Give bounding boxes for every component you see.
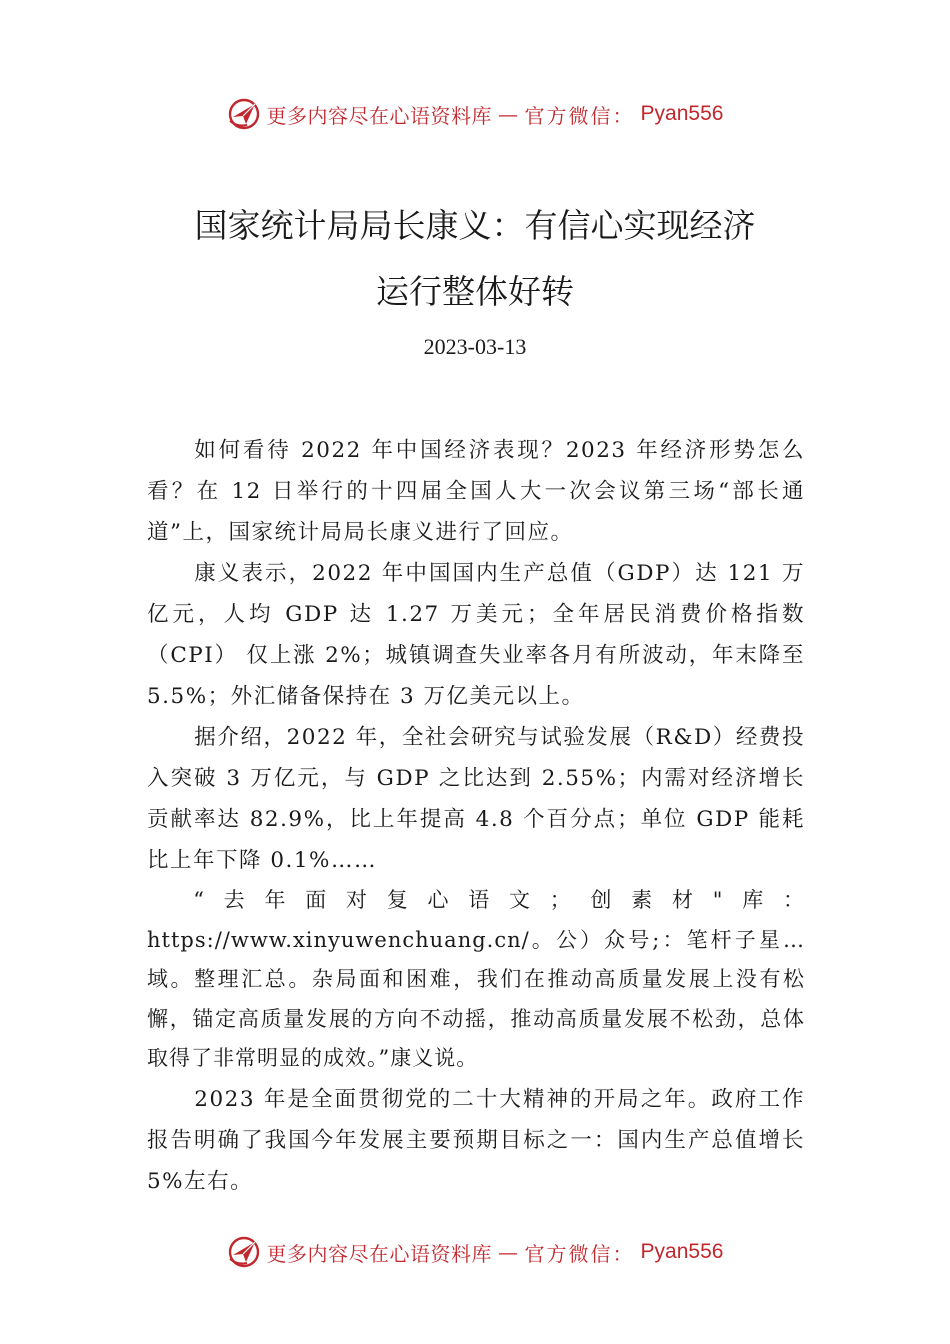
banner-wechat-id: Pyan556 (640, 1240, 724, 1263)
article-title-line-1: 国家统计局局长康义：有信心实现经济 (194, 206, 756, 245)
banner-text: 更多内容尽在心语资料库 (266, 103, 493, 128)
footer-banner (0, 1232, 950, 1272)
article-body (147, 430, 805, 1202)
header-banner (0, 94, 950, 134)
banner-text: 更多内容尽在心语资料库 (266, 1241, 493, 1266)
paragraph: 康义表示，2022 年中国国内生产总值（GDP）达 121 万亿元，人均 GDP 达 1.27 万美元；全年居民消费价格指数（CPI） 仅上涨 2%；城镇调查失业率各月有所波动，年末降至 5.5%；外汇储备保持在 3 万亿美元以上。 (147, 561, 805, 709)
paragraph: 2023 年是全面贯彻党的二十大精神的开局之年。政府工作报告明确了我国今年发展主要预期目标之一：国内生产总值增长 5%左右。 (147, 1086, 805, 1194)
paragraph: “去年面对复心语文；创素材"库：https://www.xinyuwenchuang.cn/。公）众号;：笔杆子星…域。整理汇总。杂局面和困难，我们在推动高质量发展上没有松懈，锚定高质量发展的方向不动摇，推动高质量发展不松劲，总体取得了非常明显的成效。”康义说。 (147, 888, 805, 1070)
article-date: 2023-03-13 (423, 334, 527, 359)
banner-wechat-label: 官方微信： (524, 1241, 635, 1266)
paragraph: 如何看待 2022 年中国经济表现？2023 年经济形势怎么看？在 12 日举行的十四届全国人大一次会议第三场“部长通道”上，国家统计局局长康义进行了回应。 (147, 438, 805, 545)
banner-dash: — (498, 1240, 519, 1264)
red-paper-plane-logo-icon (227, 97, 261, 131)
paragraph: 据介绍，2022 年，全社会研究与试验发展（R&D）经费投入突破 3 万亿元，与 GDP 之比达到 2.55%；内需对经济增长贡献率达 82.9%，比上年提高 4.8 个百分点；单位 GDP 能耗比上年下降 0.1%…… (147, 725, 805, 873)
banner-dash: — (498, 102, 519, 126)
article-title-line-2: 运行整体好转 (376, 272, 574, 311)
article-title (0, 193, 950, 325)
red-paper-plane-logo-icon (227, 1235, 261, 1269)
banner-wechat-id: Pyan556 (640, 102, 724, 125)
banner-wechat-label: 官方微信： (524, 103, 635, 128)
